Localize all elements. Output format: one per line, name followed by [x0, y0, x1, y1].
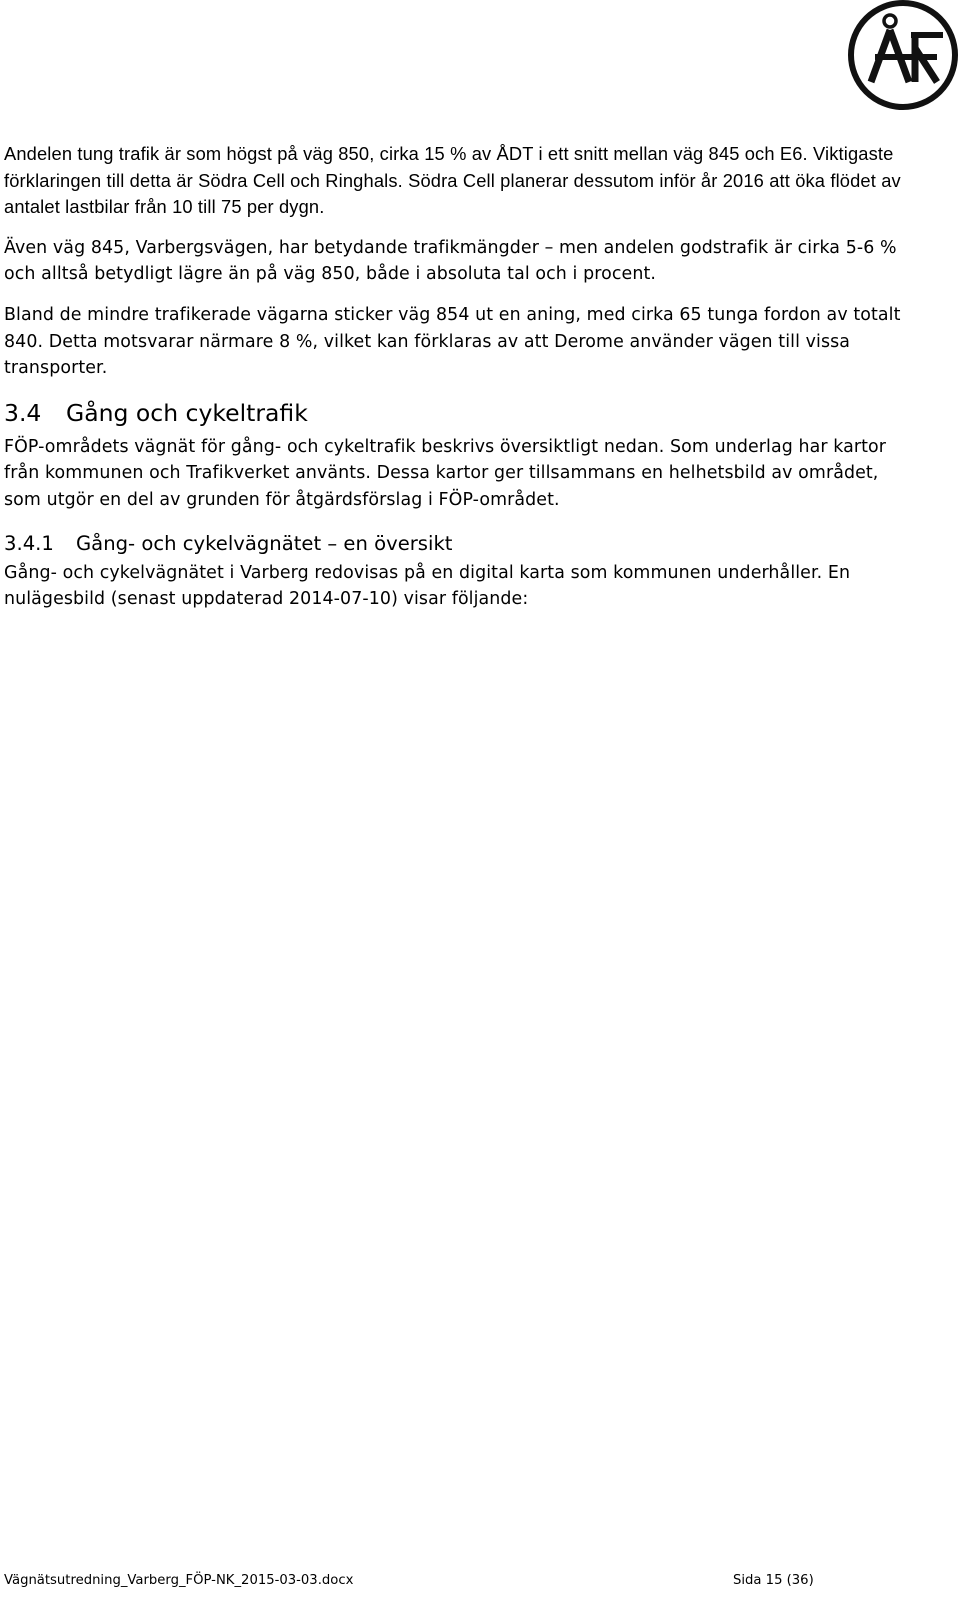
paragraph-heavy-traffic: Andelen tung trafik är som högst på väg 850, cirka 15 % av ÅDT i ett snitt mellan väg 845 och E6. Viktigaste förklaringen till detta är Södra Cell och Ringhals. Södra Cell planerar dessutom inför år 2016 att öka flödet av antalet lastbilar från 10 till 75 per dygn. [4, 143, 901, 218]
document-body [4, 141, 904, 613]
footer-page-number: Sida 15 (36) [733, 1573, 814, 1588]
section-number: 3.4 [4, 398, 42, 427]
subsection-title: Gång- och cykelvägnätet – en översikt [76, 531, 453, 555]
section-heading [4, 398, 904, 428]
paragraph-road-854: Bland de mindre trafikerade vägarna sticker väg 854 ut en aning, med cirka 65 tunga fordon av totalt 840. Detta motsvarar närmare 8 %, vilket kan förklaras av att Derome använder vägen till vissa transporter. [4, 304, 901, 379]
paragraph-subsection-intro: Gång- och cykelvägnätet i Varberg redovisas på en digital karta som kommunen underhåller. En nulägesbild (senast uppdaterad 2014-07-10) visar följande: [4, 562, 851, 610]
af-logo-icon [845, 0, 960, 115]
section-title: Gång och cykeltrafik [66, 398, 308, 427]
subsection-number: 3.4.1 [4, 531, 54, 555]
paragraph-section-intro: FÖP-områdets vägnät för gång- och cykeltrafik beskrivs översiktligt nedan. Som underlag har kartor från kommunen och Trafikverket använts. Dessa kartor ger tillsammans en helhetsbild av området, som utgör en del av grunden för åtgärdsförslag i FÖP-området. [4, 436, 887, 510]
paragraph-road-845: Även väg 845, Varbergsvägen, har betydande trafikmängder – men andelen godstrafik är cirka 5-6 % och alltså betydligt lägre än på väg 850, både i absoluta tal och i procent. [4, 237, 897, 285]
subsection-heading [4, 530, 904, 558]
footer-filename: Vägnätsutredning_Varberg_FÖP-NK_2015-03-03.docx [4, 1573, 354, 1588]
